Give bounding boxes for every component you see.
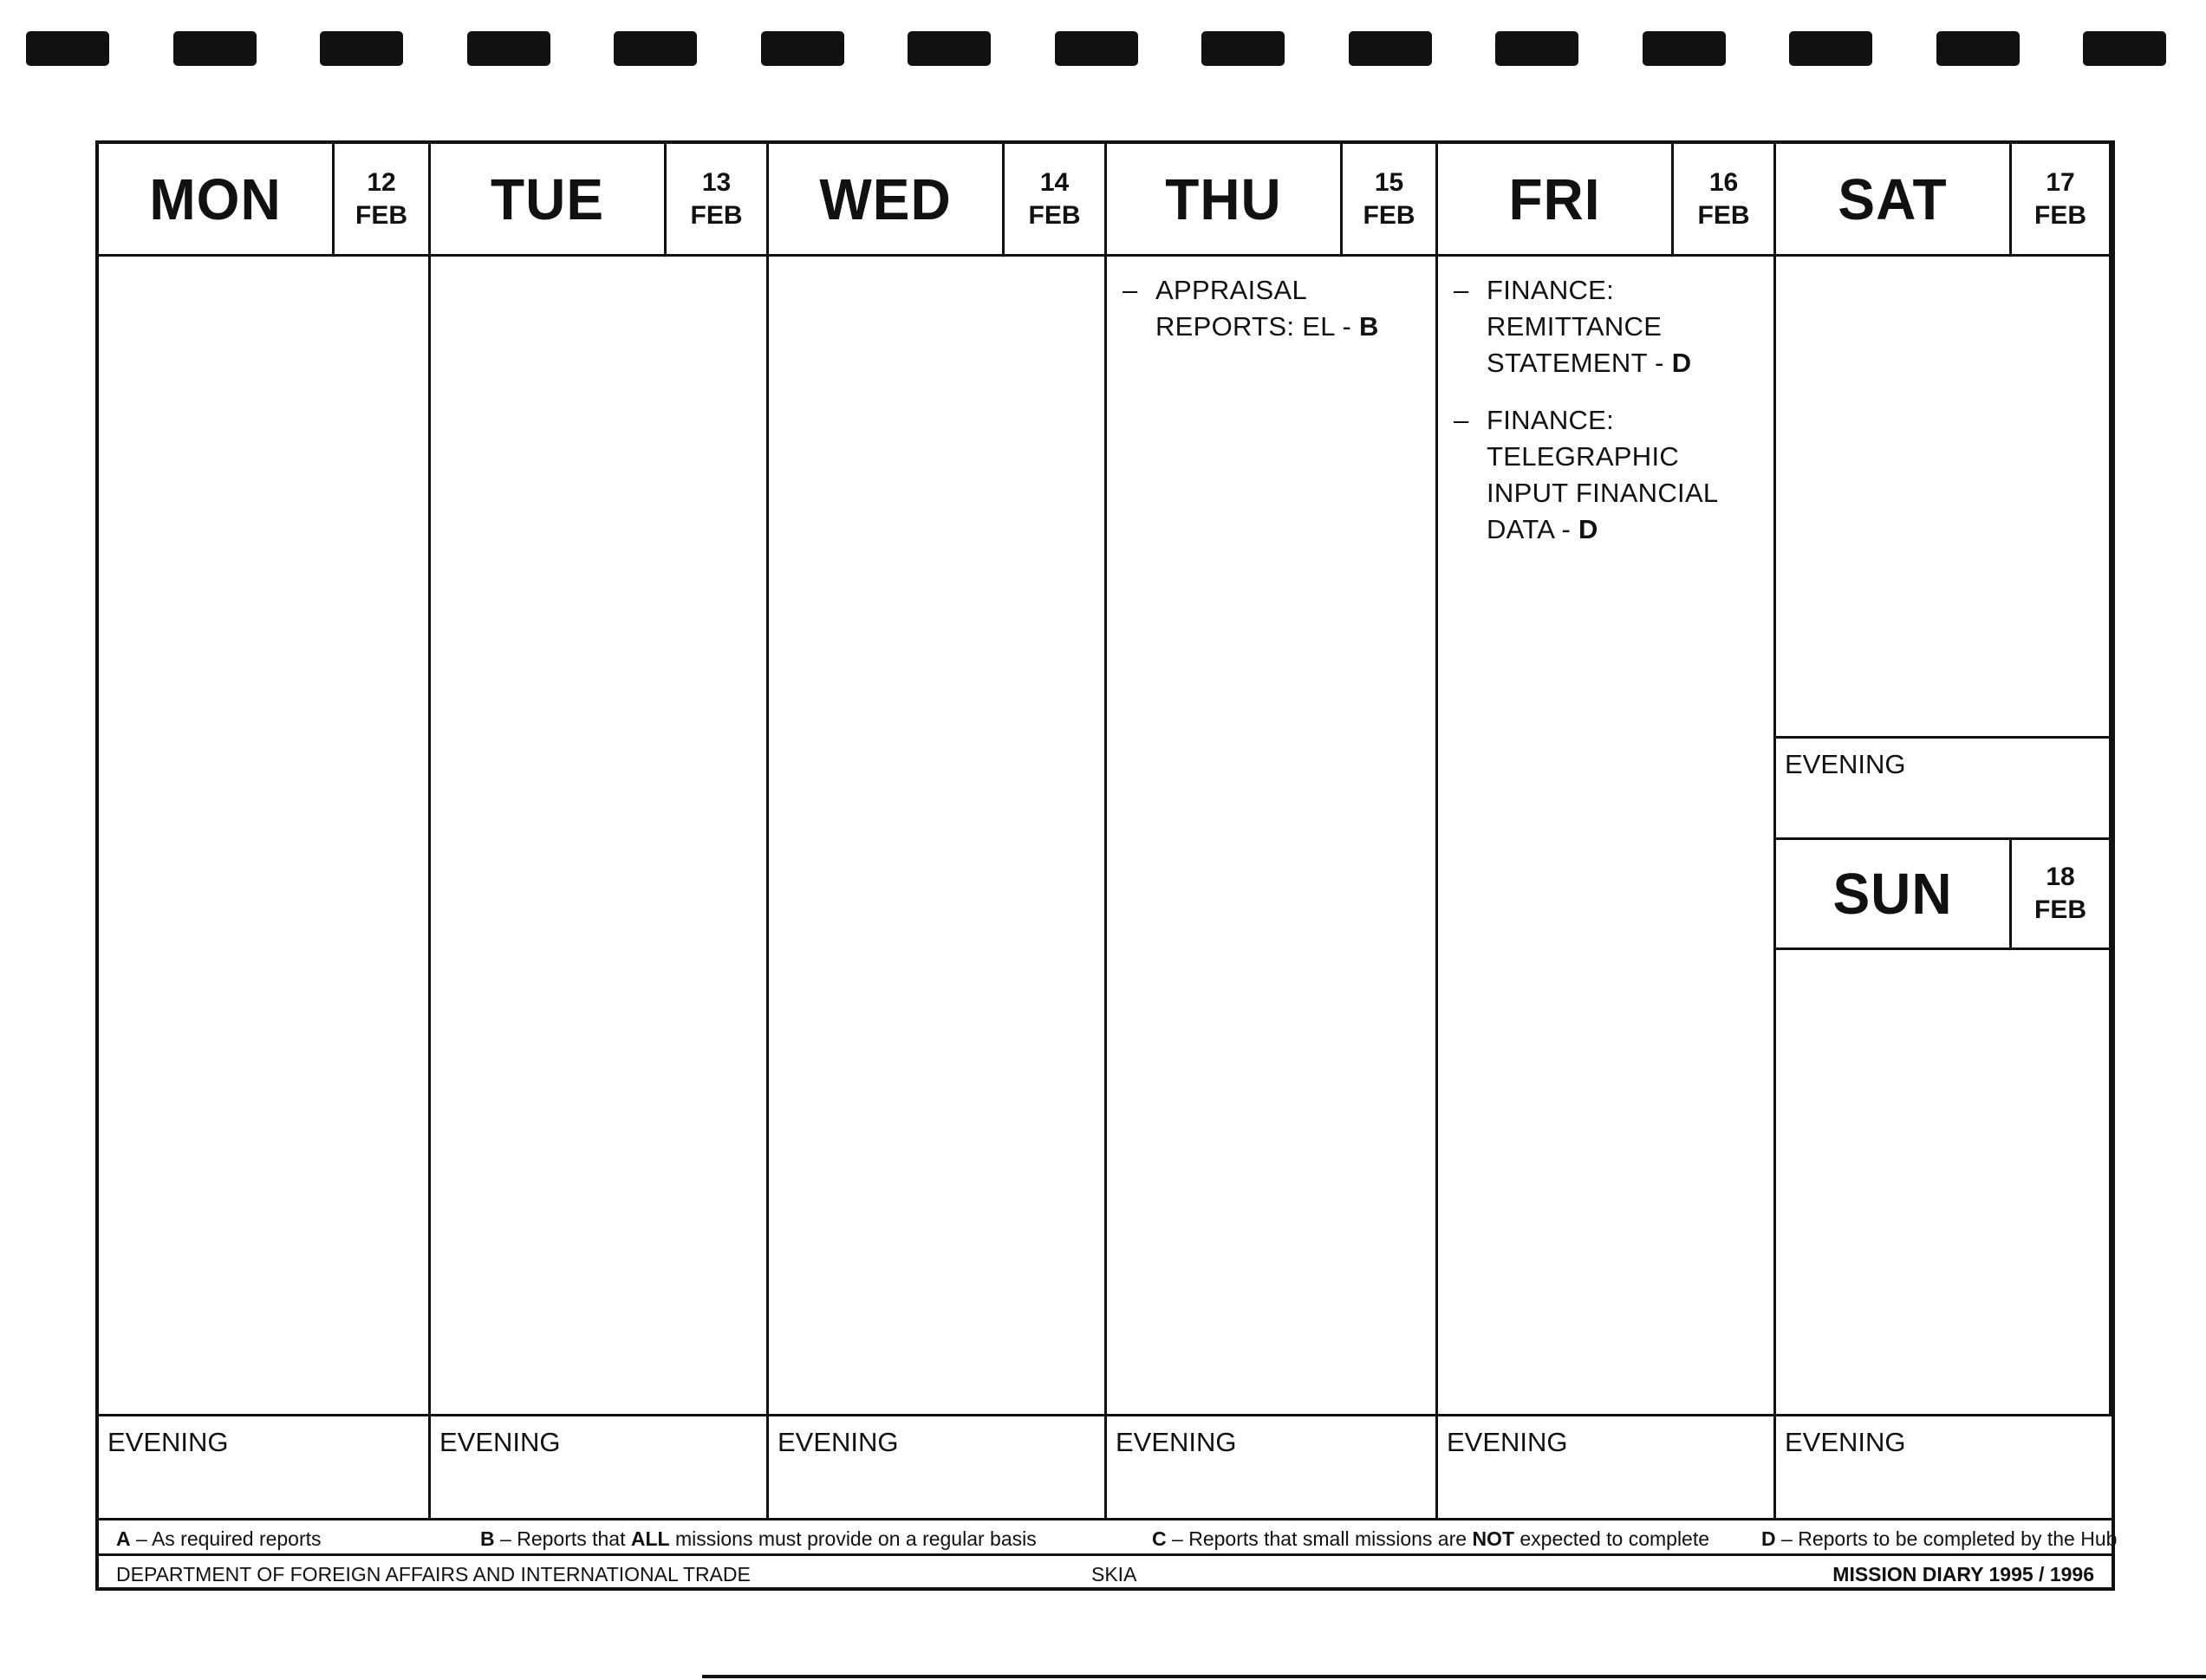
footer-center-code: SKIA <box>1091 1563 1137 1586</box>
entry-text <box>1487 272 1758 381</box>
day-notes-area[interactable] <box>431 257 766 1414</box>
evening-box-sun[interactable]: EVENING <box>1776 1414 2112 1518</box>
day-date <box>335 144 428 254</box>
legend-code: B <box>480 1527 495 1550</box>
day-name: TUE <box>431 141 667 257</box>
evening-box-tue[interactable]: EVENING <box>431 1414 769 1518</box>
page-footer <box>99 1556 2112 1591</box>
evening-row <box>99 1414 2112 1518</box>
day-header-sun <box>1776 837 2109 950</box>
binder-hole <box>614 31 697 66</box>
day-column-mon <box>99 144 431 1414</box>
binder-hole <box>1055 31 1138 66</box>
day-name: WED <box>769 141 1005 257</box>
day-header <box>1107 144 1435 257</box>
entry-code: B <box>1359 311 1379 342</box>
entry-text <box>1155 272 1420 345</box>
legend-text: missions must provide on a regular basis <box>669 1527 1037 1550</box>
legend-sep: – <box>1775 1527 1799 1550</box>
date-number: 16 <box>1708 167 1739 197</box>
binder-hole <box>908 31 991 66</box>
entry-code: D <box>1671 348 1692 378</box>
day-header-sat <box>1776 144 2109 257</box>
footer-department: DEPARTMENT OF FOREIGN AFFAIRS AND INTERNATIONAL TRADE <box>116 1563 751 1586</box>
day-header <box>99 144 428 257</box>
diary-entry <box>1123 272 1420 345</box>
day-date <box>1343 144 1435 254</box>
binder-hole <box>1936 31 2020 66</box>
day-notes-area[interactable] <box>1438 257 1773 1414</box>
legend-text: Reports that <box>517 1527 631 1550</box>
legend-code: C <box>1152 1527 1167 1550</box>
binder-hole <box>1349 31 1432 66</box>
date-month: FEB <box>690 200 743 230</box>
entry-dash: – <box>1123 275 1138 305</box>
day-column-thu <box>1107 144 1438 1414</box>
day-column-fri <box>1438 144 1776 1414</box>
entry-dash: – <box>1454 405 1469 435</box>
legend-code: A <box>116 1527 131 1550</box>
legend-emphasis: ALL <box>630 1527 670 1550</box>
evening-box-wed[interactable]: EVENING <box>769 1414 1107 1518</box>
binder-hole <box>1643 31 1726 66</box>
day-column-wed <box>769 144 1107 1414</box>
day-header <box>1438 144 1773 257</box>
day-name: FRI <box>1438 141 1674 257</box>
legend-text: As required reports <box>151 1527 322 1550</box>
legend-item-b <box>480 1527 1037 1551</box>
legend-sep: – <box>130 1527 152 1550</box>
legend-text: Reports that small missions are <box>1188 1527 1473 1550</box>
legend-item-d <box>1761 1527 2117 1551</box>
day-date <box>1005 144 1104 254</box>
diary-entry <box>1454 402 1758 548</box>
entry-title: APPRAISAL REPORTS: EL - <box>1155 275 1360 342</box>
day-notes-area[interactable] <box>99 257 428 1414</box>
day-name: THU <box>1107 141 1343 257</box>
binder-holes <box>0 31 2206 69</box>
footer-diary-title: MISSION DIARY 1995 / 1996 <box>1832 1563 2094 1586</box>
binder-hole <box>1495 31 1578 66</box>
day-name: SAT <box>1776 141 2012 257</box>
binder-hole <box>26 31 109 66</box>
binder-hole <box>1789 31 1872 66</box>
evening-box-thu[interactable]: EVENING <box>1107 1414 1438 1518</box>
report-legend <box>99 1518 2118 1556</box>
binder-hole <box>2083 31 2166 66</box>
day-name: MON <box>99 141 335 257</box>
day-date <box>2012 144 2109 254</box>
day-date <box>667 144 766 254</box>
legend-sep: – <box>494 1527 517 1550</box>
legend-sep: – <box>1166 1527 1189 1550</box>
date-month: FEB <box>2034 200 2086 230</box>
binder-hole <box>761 31 844 66</box>
date-month: FEB <box>1697 200 1750 230</box>
binder-hole <box>1201 31 1285 66</box>
binder-hole <box>320 31 403 66</box>
date-number: 12 <box>367 167 396 197</box>
day-name: SUN <box>1776 837 2012 950</box>
evening-box-fri[interactable]: EVENING <box>1438 1414 1776 1518</box>
legend-item-a <box>116 1527 322 1551</box>
legend-text: Reports to be completed by the Hub <box>1798 1527 2118 1550</box>
day-notes-area[interactable] <box>769 257 1104 1414</box>
day-column-weekend <box>1776 144 2112 1414</box>
binder-hole <box>173 31 257 66</box>
binder-hole <box>467 31 550 66</box>
day-header <box>431 144 766 257</box>
date-number: 18 <box>2046 863 2075 891</box>
legend-emphasis: NOT <box>1472 1527 1514 1550</box>
date-number: 15 <box>1374 167 1404 197</box>
day-date <box>1674 144 1773 254</box>
evening-box-sat[interactable]: EVENING <box>1776 736 2109 837</box>
day-column-tue <box>431 144 769 1414</box>
date-number: 14 <box>1039 167 1070 197</box>
weekly-calendar <box>95 140 2118 1591</box>
legend-item-c <box>1152 1527 1709 1551</box>
date-number: 13 <box>701 167 732 197</box>
day-header <box>769 144 1104 257</box>
day-date <box>2012 840 2109 947</box>
entry-title: FINANCE: TELEGRAPHIC INPUT FINANCIAL DATA - <box>1487 405 1718 544</box>
entry-code: D <box>1578 514 1598 544</box>
diary-entry <box>1454 272 1758 381</box>
entry-dash: – <box>1454 275 1469 305</box>
legend-text: expected to complete <box>1514 1527 1710 1550</box>
page-edge-rule <box>702 1675 2206 1678</box>
evening-box-mon[interactable]: EVENING <box>99 1414 431 1518</box>
date-month: FEB <box>1363 200 1415 230</box>
date-month: FEB <box>355 200 407 230</box>
day-notes-area[interactable] <box>1107 257 1435 1414</box>
entry-text <box>1487 402 1758 548</box>
date-month: FEB <box>2034 895 2086 924</box>
date-month: FEB <box>1028 200 1081 230</box>
date-number: 17 <box>2046 167 2075 197</box>
legend-code: D <box>1761 1527 1776 1550</box>
entry-title: FINANCE: REMITTANCE STATEMENT - <box>1487 275 1672 378</box>
